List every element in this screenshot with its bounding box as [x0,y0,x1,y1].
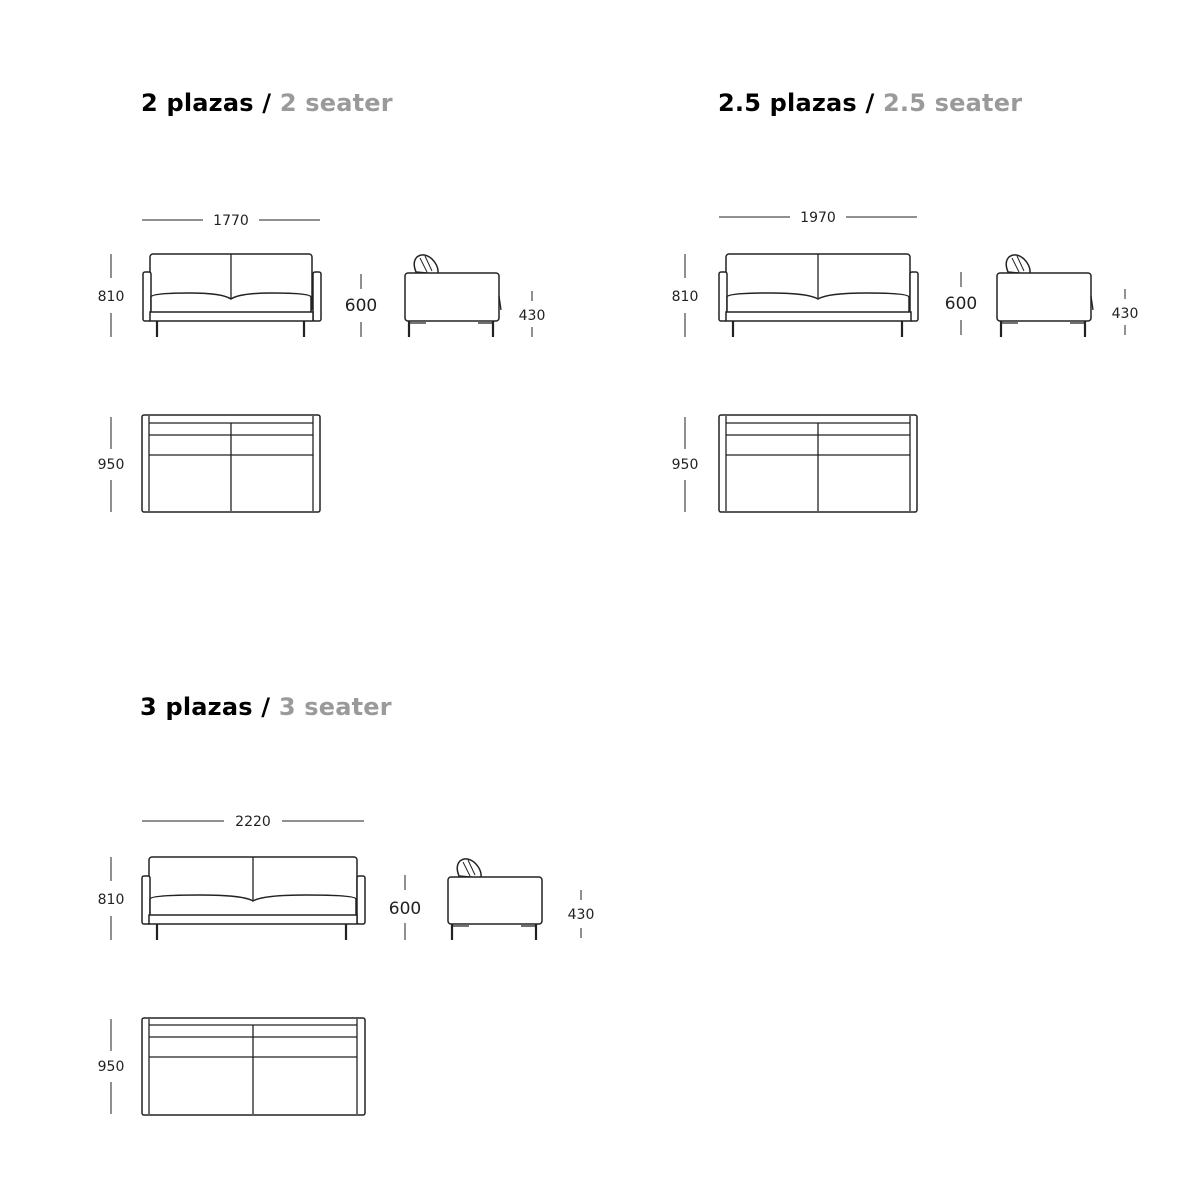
width-label: 2220 [235,814,271,830]
width-label: 1970 [800,210,836,226]
depth-dimension [98,1019,125,1114]
side-view [448,859,542,940]
seat-height-label: 600 [944,294,978,314]
width-dimension [142,814,364,830]
depth-label: 950 [97,1059,125,1075]
seat-height-label: 600 [388,899,422,919]
title-separator: / [261,693,271,721]
arm-height-label: 430 [567,907,595,923]
depth-label: 950 [671,457,699,473]
title-english: 3 seater [278,693,392,721]
title-separator: / [262,89,272,117]
height-label: 810 [97,892,125,908]
depth-label: 950 [97,457,125,473]
arm-height-dimension [568,890,595,938]
title-separator: / [865,89,875,117]
title-english: 2 seater [279,89,393,117]
seat-height-dimension [389,875,421,940]
height-label: 810 [671,289,699,305]
title-spanish: 3 plazas [140,693,253,721]
title-english: 2.5 seater [883,89,1023,117]
width-label: 1770 [213,213,249,229]
height-dimension [98,857,125,940]
arm-height-label: 430 [1111,306,1139,322]
arm-height-label: 430 [518,308,546,324]
front-view [142,857,365,940]
title-spanish: 2 plazas [141,89,254,117]
seat-height-label: 600 [344,296,378,316]
height-label: 810 [97,289,125,305]
top-view [142,1018,365,1115]
title-spanish: 2.5 plazas [718,89,857,117]
